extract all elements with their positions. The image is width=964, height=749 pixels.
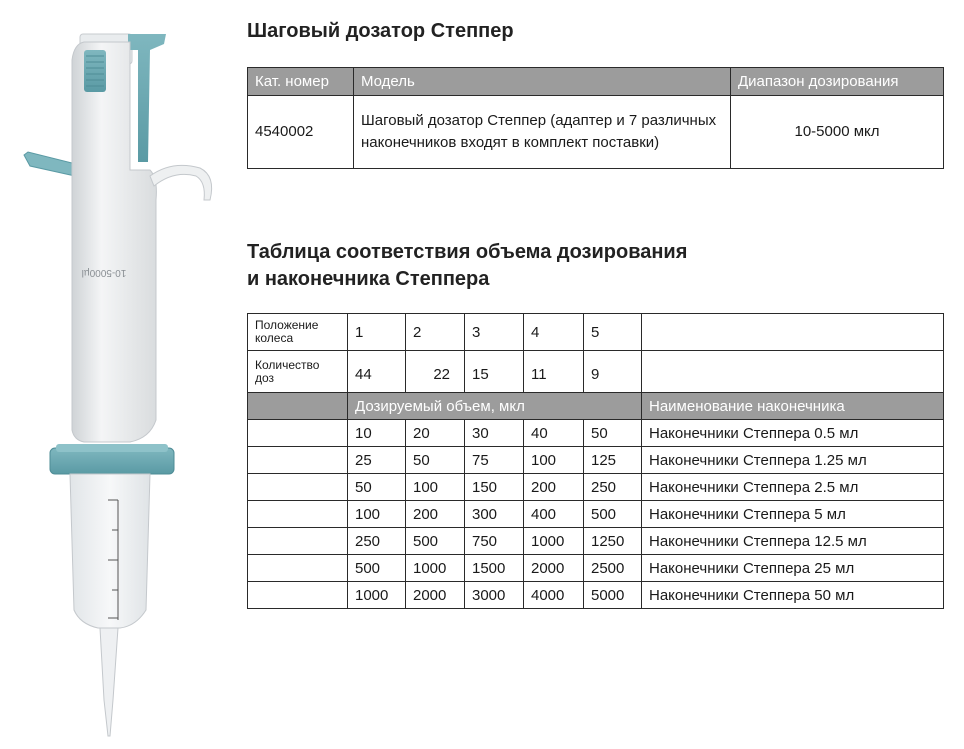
table-row <box>248 96 944 169</box>
doses-label: Количество доз <box>248 351 348 393</box>
table-row <box>248 447 944 474</box>
volume-cell: 50 <box>348 474 406 501</box>
wheel-position-cell: 4 <box>524 314 584 351</box>
tip-name-cell: Наконечники Степпера 25 мл <box>642 555 944 582</box>
volume-cell: 1250 <box>584 528 642 555</box>
doses-row <box>248 351 944 393</box>
volume-header: Дозируемый объем, мкл <box>348 393 642 420</box>
wheel-position-label: Положение колеса <box>248 314 348 351</box>
empty-cell <box>248 447 348 474</box>
wheel-position-row <box>248 314 944 351</box>
header-range: Диапазон дозирования <box>731 68 944 96</box>
tip-header: Наименование наконечника <box>642 393 944 420</box>
wheel-position-cell: 3 <box>465 314 524 351</box>
volume-cell: 75 <box>465 447 524 474</box>
empty-cell <box>248 555 348 582</box>
table-row <box>248 501 944 528</box>
header-cat-number: Кат. номер <box>248 68 354 96</box>
empty-cell <box>248 474 348 501</box>
tip-name-cell: Наконечники Степпера 50 мл <box>642 582 944 609</box>
volume-cell: 2000 <box>524 555 584 582</box>
volume-cell: 1000 <box>406 555 465 582</box>
table-row <box>248 420 944 447</box>
volume-cell: 1000 <box>524 528 584 555</box>
volume-cell: 2000 <box>406 582 465 609</box>
doses-cell: 22 <box>406 351 465 393</box>
doses-cell: 9 <box>584 351 642 393</box>
volume-cell: 4000 <box>524 582 584 609</box>
volume-cell: 500 <box>584 501 642 528</box>
tip-name-cell: Наконечники Степпера 2.5 мл <box>642 474 944 501</box>
volume-cell: 250 <box>348 528 406 555</box>
doses-cell: 44 <box>348 351 406 393</box>
volume-cell: 200 <box>406 501 465 528</box>
volume-cell: 250 <box>584 474 642 501</box>
volume-cell: 1500 <box>465 555 524 582</box>
header-model: Модель <box>354 68 731 96</box>
volume-cell: 750 <box>465 528 524 555</box>
table-row <box>248 582 944 609</box>
volume-cell: 2500 <box>584 555 642 582</box>
table-row <box>248 528 944 555</box>
stepper-pipette-image <box>0 0 240 749</box>
volume-cell: 20 <box>406 420 465 447</box>
volume-cell: 100 <box>406 474 465 501</box>
wheel-position-cell: 1 <box>348 314 406 351</box>
wheel-position-cell: 5 <box>584 314 642 351</box>
volume-table-title <box>247 239 687 293</box>
volume-tip-table <box>247 313 944 609</box>
tip-name-cell: Наконечники Степпера 12.5 мл <box>642 528 944 555</box>
volume-rows <box>248 420 944 609</box>
volume-cell: 100 <box>524 447 584 474</box>
doses-cell: 11 <box>524 351 584 393</box>
wheel-position-cell: 2 <box>406 314 465 351</box>
volume-cell: 40 <box>524 420 584 447</box>
empty-cell <box>642 351 944 393</box>
empty-cell <box>248 501 348 528</box>
volume-cell: 500 <box>348 555 406 582</box>
volume-cell: 150 <box>465 474 524 501</box>
volume-cell: 400 <box>524 501 584 528</box>
volume-table-title-line2: и наконечника Степпера <box>247 268 490 290</box>
volume-cell: 25 <box>348 447 406 474</box>
empty-cell <box>248 582 348 609</box>
cat-number: 4540002 <box>248 96 354 169</box>
table-row <box>248 555 944 582</box>
volume-cell: 10 <box>348 420 406 447</box>
empty-cell <box>248 528 348 555</box>
tip-name-cell: Наконечники Степпера 1.25 мл <box>642 447 944 474</box>
engraving-label: 10-5000µl <box>81 267 127 278</box>
volume-cell: 125 <box>584 447 642 474</box>
product-info-table <box>247 67 944 169</box>
empty-header-cell <box>248 393 348 420</box>
tip-name-cell: Наконечники Степпера 0.5 мл <box>642 420 944 447</box>
doses-cell: 15 <box>465 351 524 393</box>
product-title: Шаговый дозатор Степпер <box>247 20 514 42</box>
volume-cell: 50 <box>406 447 465 474</box>
volume-table-title-line1: Таблица соответствия объема дозирования <box>247 241 688 263</box>
empty-cell <box>248 420 348 447</box>
table-row <box>248 474 944 501</box>
tip-name-cell: Наконечники Степпера 5 мл <box>642 501 944 528</box>
volume-cell: 50 <box>584 420 642 447</box>
volume-cell: 200 <box>524 474 584 501</box>
volume-cell: 300 <box>465 501 524 528</box>
volume-header-row <box>248 393 944 420</box>
volume-cell: 100 <box>348 501 406 528</box>
model-description: Шаговый дозатор Степпер (адаптер и 7 различных наконечников входят в комплект поставки) <box>354 96 731 169</box>
volume-cell: 1000 <box>348 582 406 609</box>
volume-cell: 3000 <box>465 582 524 609</box>
table-header-row <box>248 68 944 96</box>
volume-cell: 500 <box>406 528 465 555</box>
dosing-range: 10-5000 мкл <box>731 96 944 169</box>
empty-cell <box>642 314 944 351</box>
volume-cell: 30 <box>465 420 524 447</box>
volume-cell: 5000 <box>584 582 642 609</box>
